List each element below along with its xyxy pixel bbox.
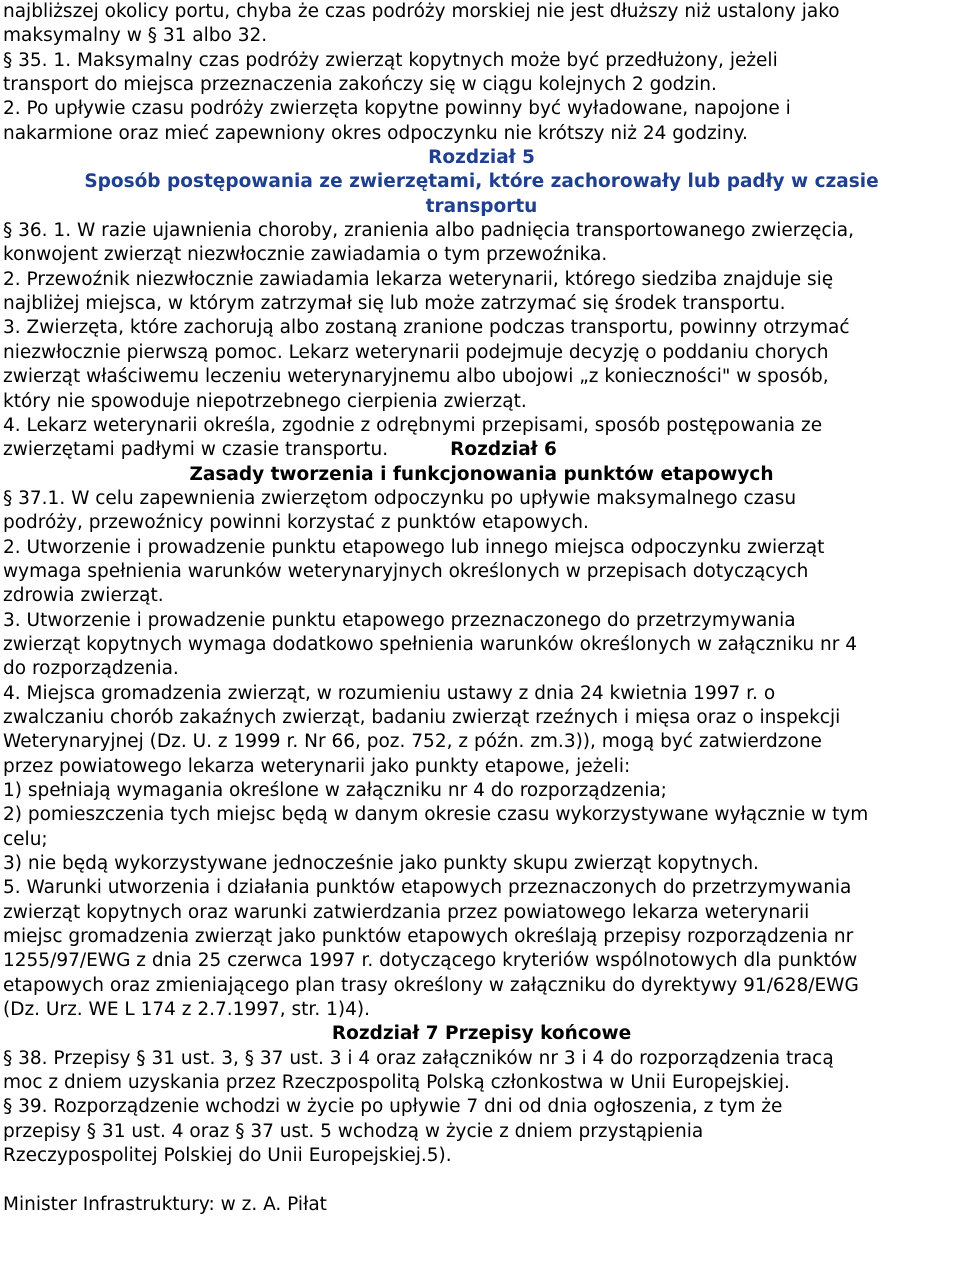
chapter-heading: transportu (425, 195, 538, 217)
text-line (3, 998, 960, 1022)
line-text: który nie spowoduje niepotrzebnego cierpienia zwierząt. (3, 390, 527, 412)
line-text: zwierząt kopytnych oraz warunki zatwierdzania przez powiatowego lekarza weterynarii (3, 901, 810, 923)
line-text: § 35. 1. Maksymalny czas podróży zwierząt kopytnych może być przedłużony, jeżeli (3, 49, 778, 71)
line-text: miejsc gromadzenia zwierząt jako punktów etapowych określają przepisy rozporządzenia nr (3, 926, 854, 948)
chapter-heading: Rozdział 5 (428, 147, 535, 169)
text-line (3, 219, 960, 243)
line-text: zwierząt właściwemu leczeniu weterynaryjnemu albo ubojowi „z konieczności" w sposób, (3, 366, 829, 388)
line-text: konwojent zwierząt niezwłocznie zawiadamia o tym przewoźnika. (3, 244, 608, 266)
text-line (3, 49, 960, 73)
text-line (3, 97, 960, 121)
chapter-heading: Zasady tworzenia i funkcjonowania punktów etapowych (189, 463, 774, 485)
line-text: 4. Lekarz weterynarii określa, zgodnie z odrębnymi przepisami, sposób postępowania ze (3, 414, 823, 436)
text-line (3, 341, 960, 365)
line-text: niezwłocznie pierwszą pomoc. Lekarz weterynarii podejmuje decyzję o poddaniu chorych (3, 341, 829, 363)
text-line (3, 828, 960, 852)
line-text: przepisy § 31 ust. 4 oraz § 37 ust. 5 wchodzą w życie z dniem przystąpienia (3, 1120, 704, 1142)
line-text: 1) spełniają wymagania określone w załączniku nr 4 do rozporządzenia; (3, 780, 667, 801)
text-line (3, 24, 960, 48)
line-text: 3) nie będą wykorzystywane jednocześnie jako punkty skupu zwierząt kopytnych. (3, 853, 759, 875)
text-line (3, 536, 960, 560)
line-text: Minister Infrastruktury: w z. A. Piłat (3, 1193, 327, 1215)
text-line (3, 243, 960, 267)
text-line (3, 438, 960, 462)
line-text: 2. Utworzenie i prowadzenie punktu etapowego lub innego miejsca odpoczynku zwierząt (3, 536, 825, 558)
line-text: podróży, przewoźnicy powinni korzystać z punktów etapowych. (3, 512, 589, 534)
chapter-heading-inline: Rozdział 6 (450, 439, 557, 461)
text-line (3, 901, 960, 925)
line-text: 1255/97/EWG z dnia 25 czerwca 1997 r. dotyczącego kryteriów wspólnotowych dla punktów (3, 950, 858, 972)
text-line (3, 122, 960, 146)
text-line (3, 974, 960, 998)
line-text: celu; (3, 828, 48, 850)
text-line (3, 949, 960, 973)
text-line (3, 390, 960, 414)
line-text: etapowych oraz zmieniającego plan trasy określony w załączniku do dyrektywy 91/628/EWG (3, 974, 859, 996)
line-text: Weterynaryjnej (Dz. U. z 1999 r. Nr 66, poz. 752, z późn. zm.3)), mogą być zatwierdzone (3, 731, 822, 753)
text-line (3, 584, 960, 608)
line-text: zwalczaniu chorób zakaźnych zwierząt, badaniu zwierząt rzeźnych i mięsa oraz o inspekcji (3, 706, 841, 728)
text-line (3, 876, 960, 900)
text-line (3, 779, 960, 803)
line-text: § 36. 1. W razie ujawnienia choroby, zranienia albo padnięcia transportowanego zwierzęcia, (3, 220, 854, 242)
text-line (3, 73, 960, 97)
text-line (3, 925, 960, 949)
line-text: zwierzętami padłymi w czasie transportu. (3, 439, 389, 461)
text-line (3, 730, 960, 754)
text-line (3, 755, 960, 779)
text-line (3, 609, 960, 633)
text-line (3, 292, 960, 316)
text-line (3, 487, 960, 511)
line-text: Rzeczypospolitej Polskiej do Unii Europejskiej.5). (3, 1145, 452, 1167)
line-text: nakarmione oraz mieć zapewniony okres odpoczynku nie krótszy niż 24 godziny. (3, 122, 748, 144)
text-line (3, 560, 960, 584)
text-line (3, 633, 960, 657)
text-line (3, 657, 960, 681)
text-line (3, 1071, 960, 1095)
line-text: zwierząt kopytnych wymaga dodatkowo spełnienia warunków określonych w załączniku nr 4 (3, 633, 857, 655)
text-line (3, 268, 960, 292)
blank-line (3, 1169, 960, 1193)
chapter-heading: Sposób postępowania ze zwierzętami, które zachorowały lub padły w czasie (84, 171, 879, 193)
text-line (3, 1047, 960, 1071)
line-text: moc z dniem uzyskania przez Rzeczpospolitą Polską członkostwa w Unii Europejskiej. (3, 1072, 790, 1094)
text-line (3, 316, 960, 340)
line-text: (Dz. Urz. WE L 174 z 2.7.1997, str. 1)4). (3, 999, 370, 1021)
text-line (3, 511, 960, 535)
line-text: transport do miejsca przeznaczenia zakończy się w ciągu kolejnych 2 godzin. (3, 74, 717, 96)
line-text: najbliżej miejsca, w którym zatrzymał się lub może zatrzymać się środek transportu. (3, 293, 786, 315)
line-text: § 38. Przepisy § 31 ust. 3, § 37 ust. 3 i 4 oraz załączników nr 3 i 4 do rozporządzenia tracą (3, 1047, 834, 1069)
text-line (3, 706, 960, 730)
line-text: wymaga spełnienia warunków weterynaryjnych określonych w przepisach dotyczących (3, 560, 809, 582)
line-text: § 37.1. W celu zapewnienia zwierzętom odpoczynku po upływie maksymalnego czasu (3, 487, 797, 509)
line-text: maksymalny w § 31 albo 32. (3, 25, 268, 47)
text-line (3, 852, 960, 876)
line-text: zdrowia zwierząt. (3, 585, 164, 607)
text-line (3, 1193, 960, 1217)
text-line (3, 0, 960, 24)
line-text: 3. Zwierzęta, które zachorują albo zostaną zranione podczas transportu, powinny otrzymać (3, 317, 850, 339)
text-line (3, 1144, 960, 1168)
text-line (3, 414, 960, 438)
text-line (3, 1120, 960, 1144)
text-line (3, 803, 960, 827)
text-line (3, 682, 960, 706)
text-line (3, 1095, 960, 1119)
chapter-heading: Rozdział 7 Przepisy końcowe (331, 1023, 632, 1045)
line-text: 2. Po upływie czasu podróży zwierzęta kopytne powinny być wyładowane, napojone i (3, 98, 791, 120)
text-line (3, 365, 960, 389)
line-text: 3. Utworzenie i prowadzenie punktu etapowego przeznaczonego do przetrzymywania (3, 609, 796, 631)
line-text: najbliższej okolicy portu, chyba że czas podróży morskiej nie jest dłuższy niż ustalony jako (3, 1, 840, 22)
line-text: 4. Miejsca gromadzenia zwierząt, w rozumieniu ustawy z dnia 24 kwietnia 1997 r. o (3, 682, 776, 704)
line-text: przez powiatowego lekarza weterynarii jako punkty etapowe, jeżeli: (3, 755, 631, 777)
line-text: § 39. Rozporządzenie wchodzi w życie po upływie 7 dni od dnia ogłoszenia, z tym że (3, 1096, 783, 1118)
line-text: 2) pomieszczenia tych miejsc będą w danym okresie czasu wykorzystywane wyłącznie w tym (3, 804, 869, 826)
line-text: 2. Przewoźnik niezwłocznie zawiadamia lekarza weterynarii, którego siedziba znajduje się (3, 268, 834, 290)
line-text: 5. Warunki utworzenia i działania punktów etapowych przeznaczonych do przetrzymywania (3, 877, 852, 899)
line-text: do rozporządzenia. (3, 658, 179, 680)
